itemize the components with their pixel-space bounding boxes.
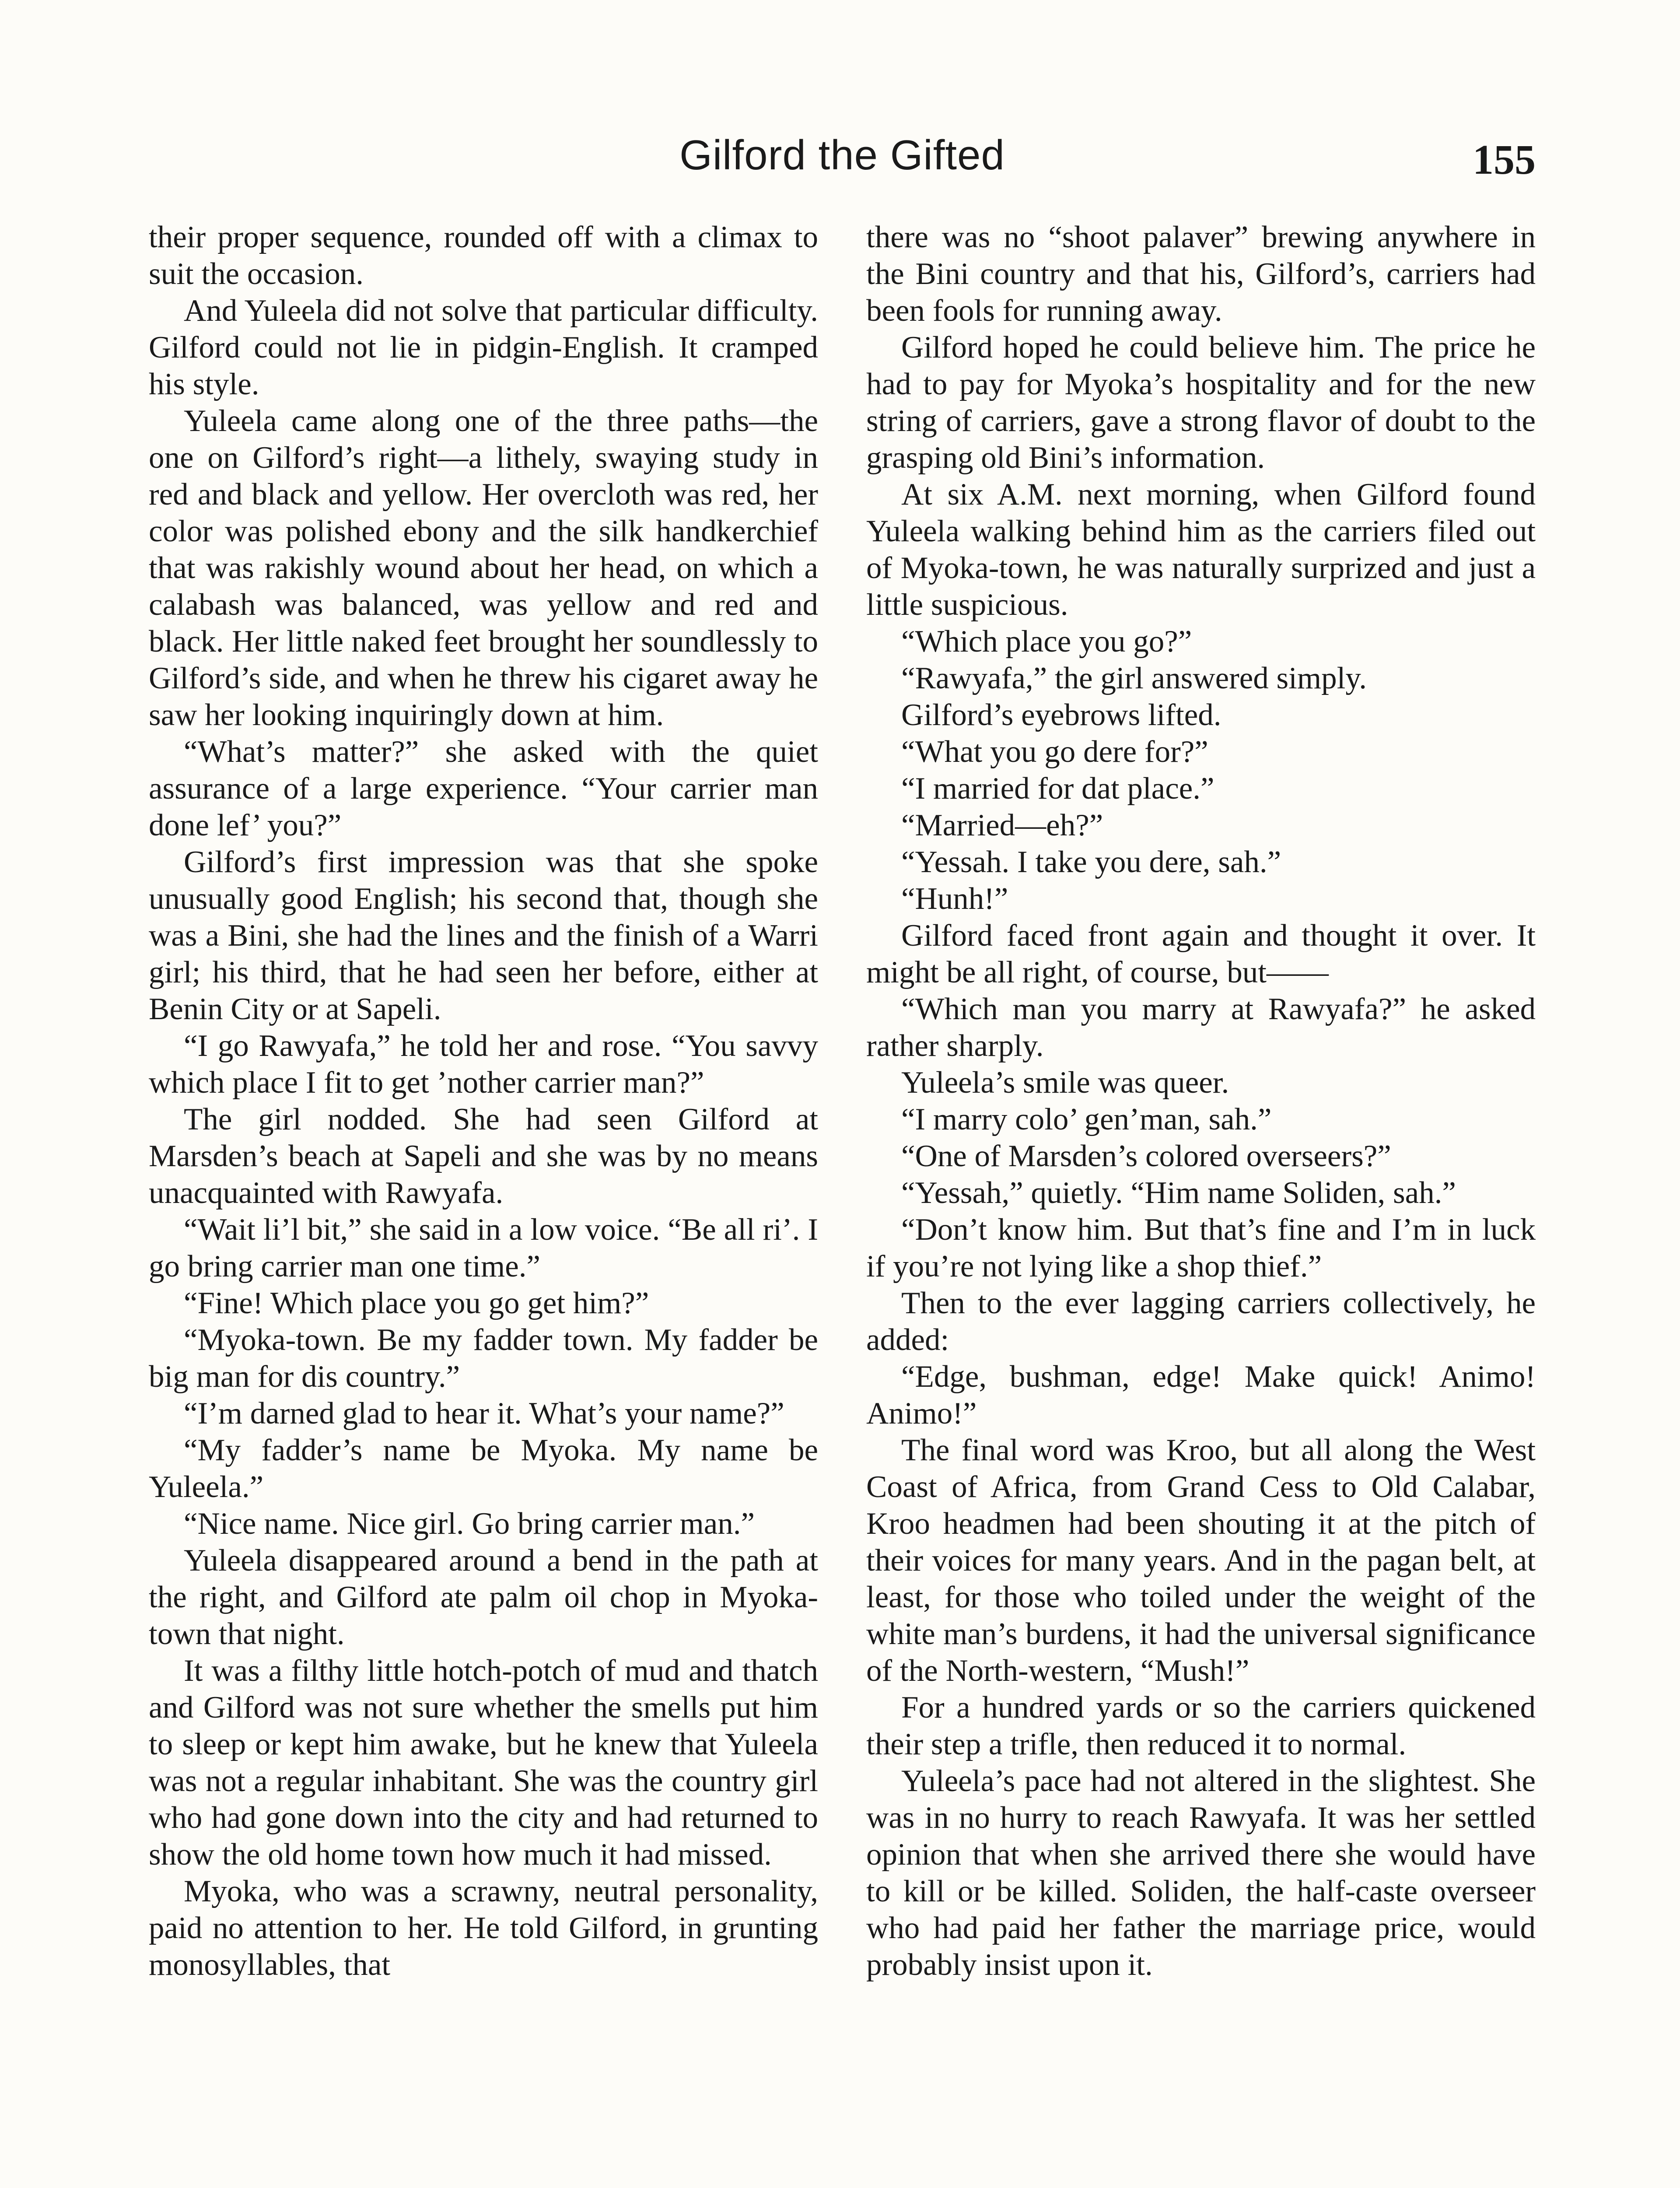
paragraph: “Married—eh?” [901, 808, 1103, 842]
paragraph: And Yuleela did not solve that particular difficulty. Gilford could not lie in pidgin-English. It cramped his style. [149, 294, 818, 401]
paragraph: Myoka, who was a scrawny, neutral personality, paid no attention to her. He told Gilford, in grunting monosyllables, that [149, 1874, 818, 1982]
paragraph: Gilford’s first impression was that she spoke unusually good English; his second that, though she was a Bini, she had the lines and the finish of a Warri girl; his third, that he had seen her before, either at Benin City or at Sapeli. [149, 845, 818, 1026]
paragraph: “What you go dere for?” [901, 735, 1208, 769]
paragraph: there was no “shoot palaver” brewing anywhere in the Bini country and that his, Gilford’s, carriers had been fools for running away. [866, 220, 1536, 328]
running-title: Gilford the Gifted [679, 132, 1005, 179]
paragraph: “Myoka-town. Be my fadder town. My fadder be big man for dis country.” [149, 1323, 818, 1394]
paragraph: “I marry colo’ gen’man, sah.” [901, 1102, 1272, 1136]
paragraph: “I’m darned glad to hear it. What’s your name?” [184, 1396, 784, 1431]
page-header [149, 127, 1536, 193]
paragraph: The final word was Kroo, but all along the West Coast of Africa, from Grand Cess to Old Calabar, Kroo headmen had been shouting it at the pitch of their voices for many years. And in the pagan belt, at least, for those who toiled under the weight of the white man’s burdens, it had the universal significance of the North-western, “Mush!” [866, 1433, 1536, 1688]
paragraph: “Which place you go?” [901, 624, 1192, 659]
paragraph: “Hunh!” [901, 882, 1008, 916]
paragraph: Then to the ever lagging carriers collectively, he added: [866, 1286, 1536, 1357]
right-column [866, 219, 1536, 2188]
paragraph: “I go Rawyafa,” he told her and rose. “You savvy which place I fit to get ’nother carrier man?” [149, 1029, 818, 1100]
paragraph: “One of Marsden’s colored overseers?” [901, 1139, 1391, 1173]
paragraph: “Which man you marry at Rawyafa?” he asked rather sharply. [866, 992, 1536, 1063]
paragraph: Gilford’s eyebrows lifted. [901, 698, 1222, 732]
paragraph: “I married for dat place.” [901, 771, 1214, 806]
paragraph: Yuleela disappeared around a bend in the path at the right, and Gilford ate palm oil chop in Myoka-town that night. [149, 1543, 818, 1651]
paragraph: “Yessah,” quietly. “Him name Soliden, sah.” [901, 1176, 1456, 1210]
paragraph: “My fadder’s name be Myoka. My name be Yuleela.” [149, 1433, 818, 1504]
paragraph: “What’s matter?” she asked with the quiet assurance of a large experience. “Your carrier man done lef’ you?” [149, 735, 818, 842]
paragraph: “Nice name. Nice girl. Go bring carrier man.” [184, 1507, 755, 1541]
paragraph: The girl nodded. She had seen Gilford at Marsden’s beach at Sapeli and she was by no means unacquainted with Rawyafa. [149, 1102, 818, 1210]
text-columns [149, 219, 1536, 2188]
paragraph: Yuleela’s smile was queer. [901, 1066, 1229, 1100]
paragraph: For a hundred yards or so the carriers quickened their step a trifle, then reduced it to normal. [866, 1690, 1536, 1761]
paragraph: At six A.M. next morning, when Gilford found Yuleela walking behind him as the carriers filed out of Myoka-town, he was naturally surprized and just a little suspicious. [866, 477, 1536, 622]
paragraph: “Yessah. I take you dere, sah.” [901, 845, 1281, 879]
paragraph: “Fine! Which place you go get him?” [184, 1286, 649, 1320]
paragraph: Yuleela came along one of the three paths—the one on Gilford’s right—a lithely, swaying study in red and black and yellow. Her overcloth was red, her color was polished ebony and the silk handkerchief that was rakishly wound about her head, on which a calabash was balanced, was yellow and red and black. Her little naked feet brought her soundlessly to Gilford’s side, and when he threw his cigaret away he saw her looking inquiringly down at him. [149, 404, 818, 732]
paragraph: Gilford hoped he could believe him. The price he had to pay for Myoka’s hospitality and for the new string of carriers, gave a strong flavor of doubt to the grasping old Bini’s information. [866, 330, 1536, 475]
paragraph: “Rawyafa,” the girl answered simply. [901, 661, 1367, 695]
paragraph: “Edge, bushman, edge! Make quick! Animo! Animo!” [866, 1360, 1536, 1431]
page-number: 155 [1473, 136, 1536, 183]
paragraph: Gilford faced front again and thought it over. It might be all right, of course, but—— [866, 919, 1536, 989]
paragraph: their proper sequence, rounded off with a climax to suit the occasion. [149, 220, 818, 291]
paragraph: Yuleela’s pace had not altered in the slightest. She was in no hurry to reach Rawyafa. It was her settled opinion that when she arrived there she would have to kill or be killed. Soliden, the half-caste overseer who had paid her father the marriage price, would probably insist upon it. [866, 1764, 1536, 1982]
paragraph: It was a filthy little hotch-potch of mud and thatch and Gilford was not sure whether the smells put him to sleep or kept him awake, but he knew that Yuleela was not a regular inhabitant. She was the country girl who had gone down into the city and had returned to show the old home town how much it had missed. [149, 1654, 818, 1872]
paragraph: “Wait li’l bit,” she said in a low voice. “Be all ri’. I go bring carrier man one time.” [149, 1213, 818, 1283]
paragraph: “Don’t know him. But that’s fine and I’m in luck if you’re not lying like a shop thief.” [866, 1213, 1536, 1283]
left-column [149, 219, 818, 2188]
